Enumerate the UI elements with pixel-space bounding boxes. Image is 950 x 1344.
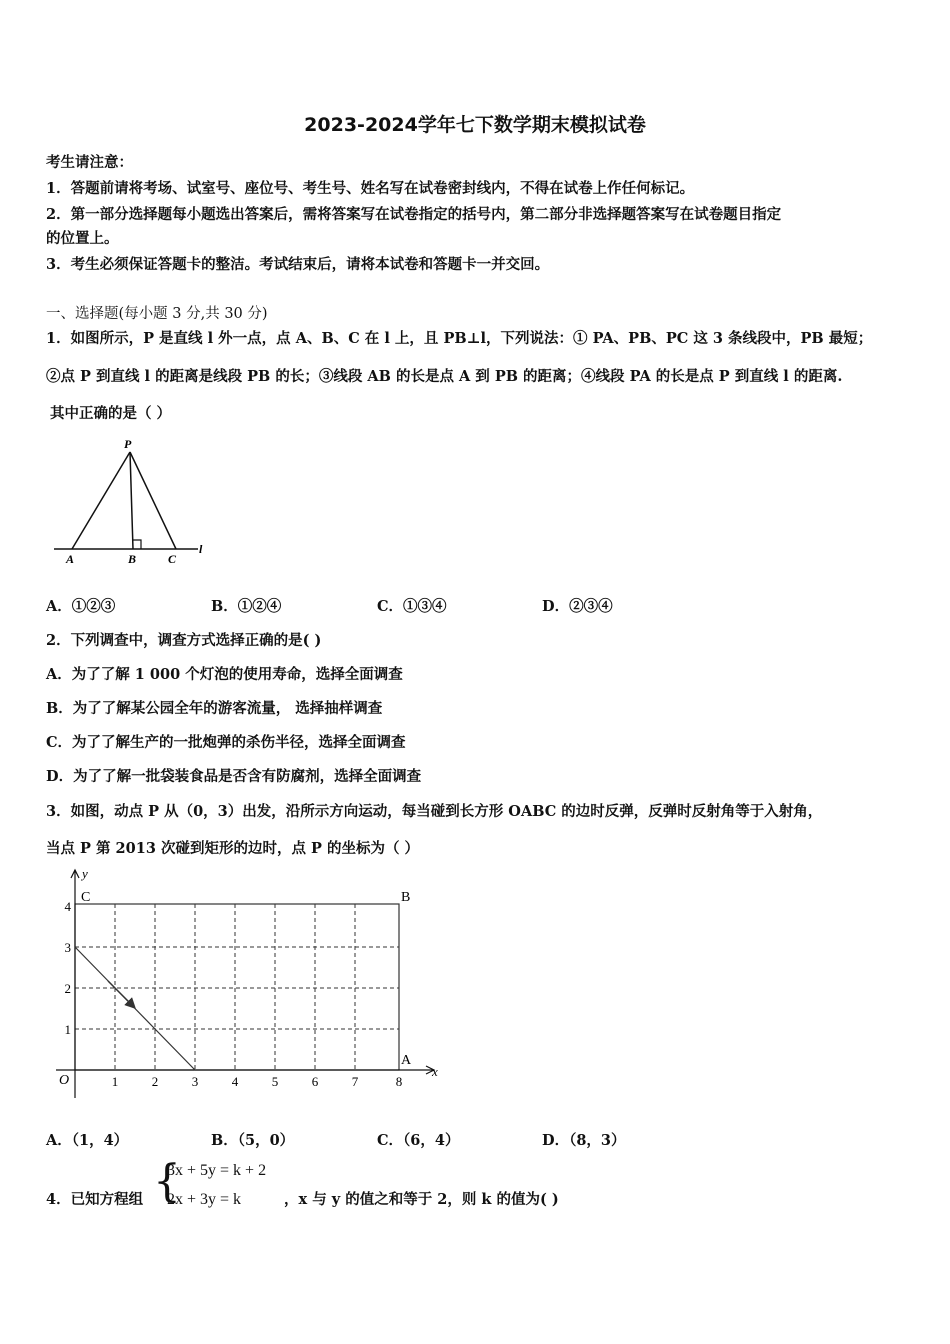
right-angle-mark: [133, 540, 141, 549]
x-tick-label: 6: [311, 1074, 319, 1089]
corner-B-label: B: [401, 890, 411, 905]
notice-item-3: 3．考生必须保证答题卡的整洁。考试结束后，请将本试卷和答题卡一并交回。: [46, 256, 550, 273]
q4-equation-1: 3x + 5y = k + 2: [167, 1162, 267, 1179]
q1-stem-line1: 1．如图所示，P 是直线 l 外一点，点 A、B、C 在 l 上，且 PB⊥l，下列说法：① PA、PB、PC 这 3 条线段中，PB 最短；: [46, 330, 873, 347]
path-segment: [75, 947, 195, 1070]
y-tick-label: 4: [64, 899, 71, 914]
notice-item-2-cont: 的位置上。: [46, 230, 119, 247]
x-tick-labels: [112, 1074, 403, 1089]
corner-A-label: A: [401, 1053, 412, 1068]
rectangle-OABC: [75, 904, 399, 1070]
q1-stem-line3: 其中正确的是（ ）: [50, 405, 172, 422]
section-heading: 一、选择题(每小题 3 分,共 30 分): [46, 306, 268, 322]
q3-option-b[interactable]: B．（5，0）: [211, 1132, 295, 1149]
q3-option-d[interactable]: D．（8，3）: [542, 1132, 626, 1149]
q3-figure: [46, 862, 446, 1102]
q4-prefix: 4．已知方程组: [46, 1191, 144, 1208]
direction-arrow: [108, 981, 134, 1007]
q2-stem: 2．下列调查中，调查方式选择正确的是( ): [46, 632, 322, 649]
y-tick-label: 1: [64, 1022, 71, 1037]
grid-lines: [75, 904, 399, 1070]
y-axis-label: y: [82, 866, 88, 881]
origin-label: O: [59, 1073, 70, 1088]
q3-option-c[interactable]: C．（6，4）: [377, 1132, 460, 1149]
page-title: 2023-2024学年七下数学期末模拟试卷: [304, 114, 646, 136]
corner-C-label: C: [81, 890, 91, 905]
q1-option-b[interactable]: B．①②④: [211, 598, 282, 615]
q1-stem-line2: ②点 P 到直线 l 的距离是线段 PB 的长；③线段 AB 的长是点 A 到 PB 的距离；④线段 PA 的长是点 P 到直线 l 的距离.: [46, 368, 843, 385]
x-tick-label: 3: [191, 1074, 199, 1089]
x-tick-label: 2: [151, 1074, 159, 1089]
notice-item-1: 1．答题前请将考场、试室号、座位号、考生号、姓名写在试卷密封线内，不得在试卷上作任何标记。: [46, 180, 695, 197]
q1-option-a[interactable]: A．①②③: [46, 598, 116, 615]
q1-option-d[interactable]: D．②③④: [542, 598, 613, 615]
q2-option-c[interactable]: C．为了了解生产的一批炮弹的杀伤半径，选择全面调查: [46, 734, 406, 751]
equation-brace: {: [153, 1156, 181, 1207]
x-tick-label: 1: [111, 1074, 119, 1089]
q1-option-c[interactable]: C．①③④: [377, 598, 447, 615]
notice-heading: 考生请注意：: [46, 154, 133, 171]
label-P: P: [124, 437, 132, 451]
segment-PB: [130, 452, 133, 549]
x-tick-label: 5: [271, 1074, 279, 1089]
q3-stem-line2: 当点 P 第 2013 次碰到矩形的边时，点 P 的坐标为（ ）: [46, 840, 419, 857]
segment-PC: [130, 452, 176, 549]
y-tick-label: 2: [64, 981, 71, 996]
x-axis-label: x: [432, 1064, 438, 1079]
q2-option-a[interactable]: A．为了了解 1 000 个灯泡的使用寿命，选择全面调查: [46, 666, 403, 683]
q3-stem-line1: 3．如图，动点 P 从（0，3）出发，沿所示方向运动，每当碰到长方形 OABC 的边时反弹，反弹时反射角等于入射角，: [46, 803, 823, 820]
x-tick-label: 7: [351, 1074, 359, 1089]
q3-option-a[interactable]: A．（1，4）: [46, 1132, 129, 1149]
label-A: A: [66, 552, 75, 566]
y-tick-label: 3: [64, 940, 71, 955]
label-B: B: [128, 552, 137, 566]
q4-suffix: ，x 与 y 的值之和等于 2，则 k 的值为( ): [284, 1191, 559, 1208]
q2-option-b[interactable]: B．为了了解某公园全年的游客流量， 选择抽样调查: [46, 700, 383, 717]
label-C: C: [168, 552, 177, 566]
y-tick-labels: [65, 899, 72, 1037]
notice-item-2: 2．第一部分选择题每小题选出答案后，需将答案写在试卷指定的括号内，第二部分非选择题答案写在试卷题目指定: [46, 206, 782, 223]
q4-equation-2: 2x + 3y = k: [167, 1191, 242, 1208]
x-tick-label: 8: [395, 1074, 403, 1089]
segment-PA: [72, 452, 130, 549]
q1-figure: [46, 432, 216, 568]
x-tick-label: 4: [231, 1074, 239, 1089]
q2-option-d[interactable]: D．为了了解一批袋装食品是否含有防腐剂，选择全面调查: [46, 768, 422, 785]
label-l: l: [199, 542, 203, 556]
